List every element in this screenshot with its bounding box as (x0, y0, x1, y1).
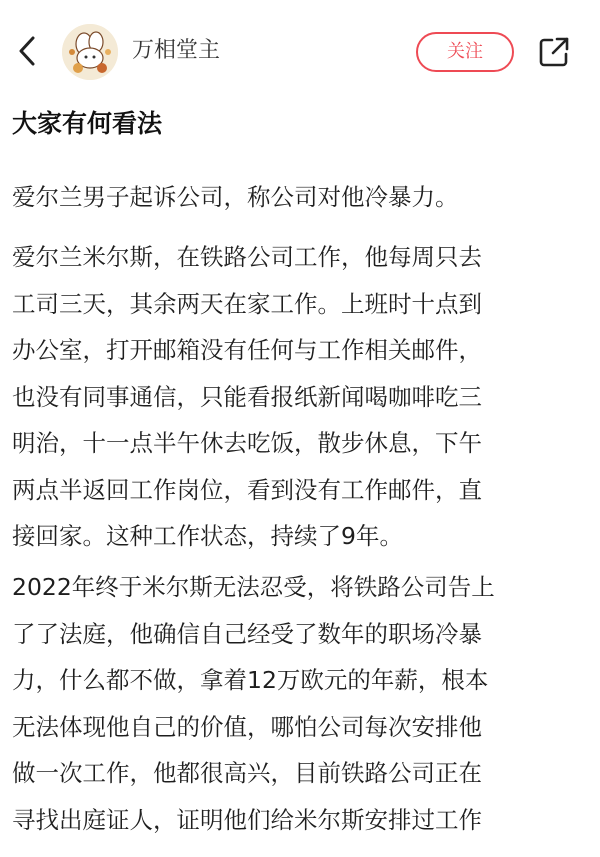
paragraph-line: 接回家。这种工作状态，持续了9年。 (12, 522, 403, 550)
article-paragraph-1 (12, 174, 592, 221)
author-name[interactable]: 万相堂主 (132, 38, 221, 63)
paragraph-line: 力，什么都不做，拿着12万欧元的年薪，根本 (12, 666, 489, 694)
paragraph-line: 爱尔兰米尔斯，在铁路公司工作，他每周只去 (12, 243, 482, 271)
avatar[interactable] (62, 24, 118, 80)
paragraph-line: 做一次工作，他都很高兴，目前铁路公司正在 (12, 759, 482, 787)
article-title: 大家有何看法 (12, 109, 163, 138)
follow-button[interactable]: 关注 (416, 32, 514, 72)
paragraph-line: 明治，十一点半午休去吃饭，散步休息，下午 (12, 429, 482, 457)
article-paragraph-3 (12, 564, 592, 843)
paragraph-line: 也没有同事通信，只能看报纸新闻喝咖啡吃三 (12, 382, 482, 411)
paragraph-line: 办公室，打开邮箱没有任何与工作相关邮件， (12, 336, 482, 364)
back-chevron-icon[interactable] (14, 34, 42, 68)
article-paragraph-2 (12, 234, 592, 560)
paragraph-line: 无法体现他自己的价值，哪怕公司每次安排他 (12, 712, 482, 741)
share-external-icon[interactable] (536, 34, 572, 70)
paragraph-line: 了了法庭，他确信自己经受了数年的职场冷暴 (12, 619, 482, 648)
paragraph-line: 两点半返回工作岗位，看到没有工作邮件，直 (12, 475, 482, 504)
paragraph-line: 2022年终于米尔斯无法忍受，将铁路公司告上 (12, 573, 495, 601)
paragraph-line: 工司三天，其余两天在家工作。上班时十点到 (12, 289, 482, 318)
paragraph-line: 爱尔兰男子起诉公司，称公司对他冷暴力。 (12, 183, 459, 211)
top-bar (0, 0, 600, 98)
paragraph-line: 寻找出庭证人，证明他们给米尔斯安排过工作 (12, 805, 482, 834)
